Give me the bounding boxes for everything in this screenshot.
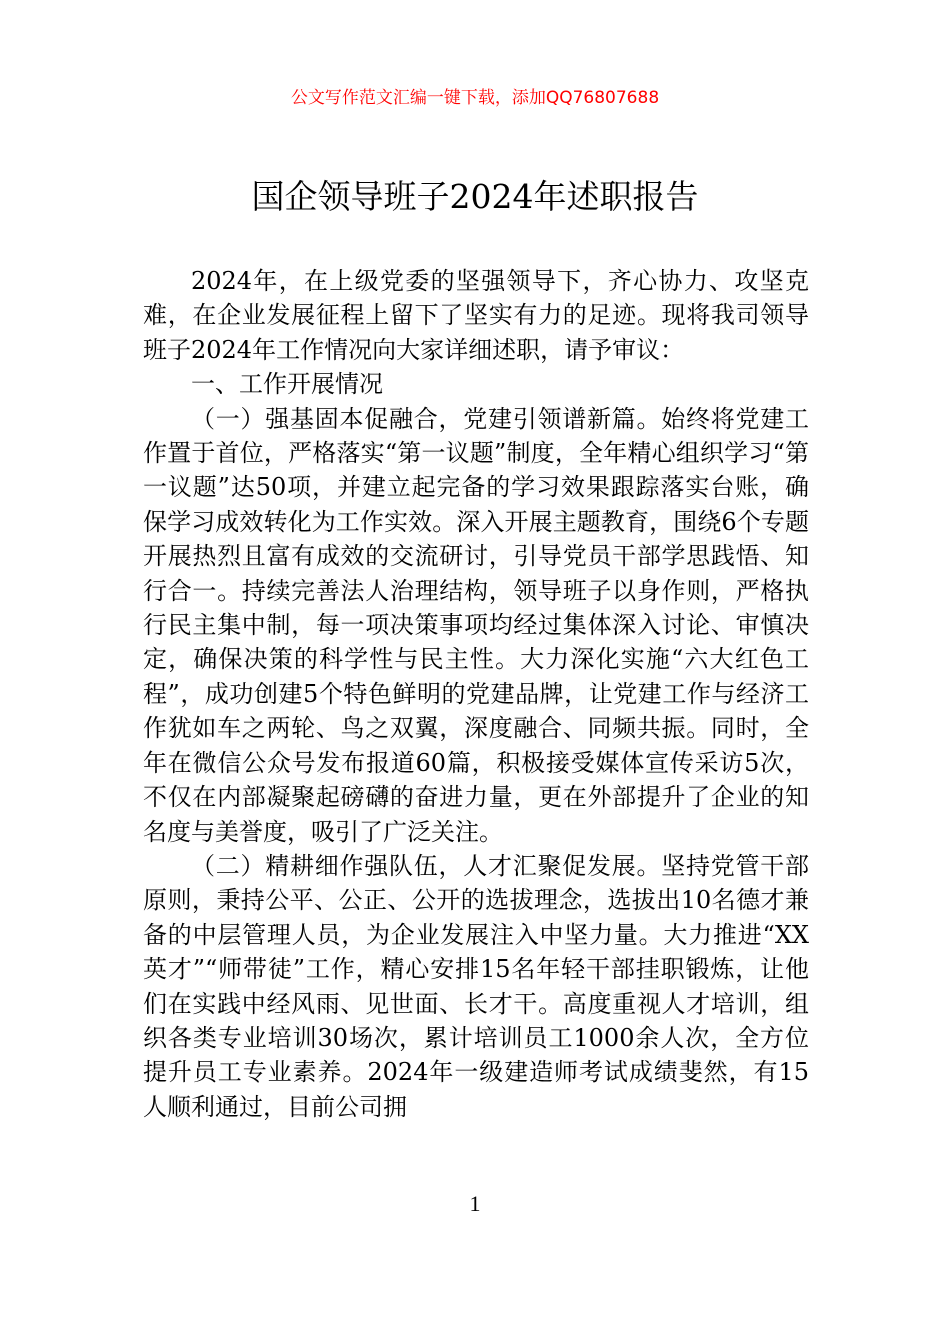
intro-paragraph: 2024年，在上级党委的坚强领导下，齐心协力、攻坚克难，在企业发展征程上留下了坚实有力的足迹。现将我司领导班子2024年工作情况向大家详细述职，请予审议：	[143, 267, 809, 364]
body-paragraph: （二）精耕细作强队伍，人才汇聚促发展。坚持党管干部原则，秉持公平、公正、公开的选拔理念，选拔出10名德才兼备的中层管理人员，为企业发展注入中坚力量。大力推进“XX英才”“师带徒”工作，精心安排15名年轻干部挂职锻炼，让他们在实践中经风雨、见世面、长才干。高度重视人才培训，组织各类专业培训30场次，累计培训员工1000余人次，全方位提升员工专业素养。2024年一级建造师考试成绩斐然，有15人顺利通过，目前公司拥	[143, 851, 809, 1121]
page-number: 1	[469, 1191, 481, 1216]
section-heading: 一、工作开展情况	[191, 370, 383, 399]
body-paragraph: （一）强基固本促融合，党建引领谱新篇。始终将党建工作置于首位，严格落实“第一议题”制度，全年精心组织学习“第一议题”达50项，并建立起完备的学习效果跟踪落实台账，确保学习成效转化为工作实效。深入开展主题教育，围绕6个专题开展热烈且富有成效的交流研讨，引导党员干部学思践悟、知行合一。持续完善法人治理结构，领导班子以身作则，严格执行民主集中制，每一项决策事项均经过集体深入讨论、审慎决定，确保决策的科学性与民主性。大力深化实施“六大红色工程”，成功创建5个特色鲜明的党建品牌，让党建工作与经济工作犹如车之两轮、鸟之双翼，深度融合、同频共振。同时，全年在微信公众号发布报道60篇，积极接受媒体宣传采访5次，不仅在内部凝聚起磅礴的奋进力量，更在外部提升了企业的知名度与美誉度，吸引了广泛关注。	[143, 404, 809, 846]
document-body	[143, 264, 809, 1124]
document-title: 国企领导班子2024年述职报告	[251, 177, 699, 216]
header-note: 公文写作范文汇编一键下载，添加QQ76807688	[290, 88, 660, 108]
